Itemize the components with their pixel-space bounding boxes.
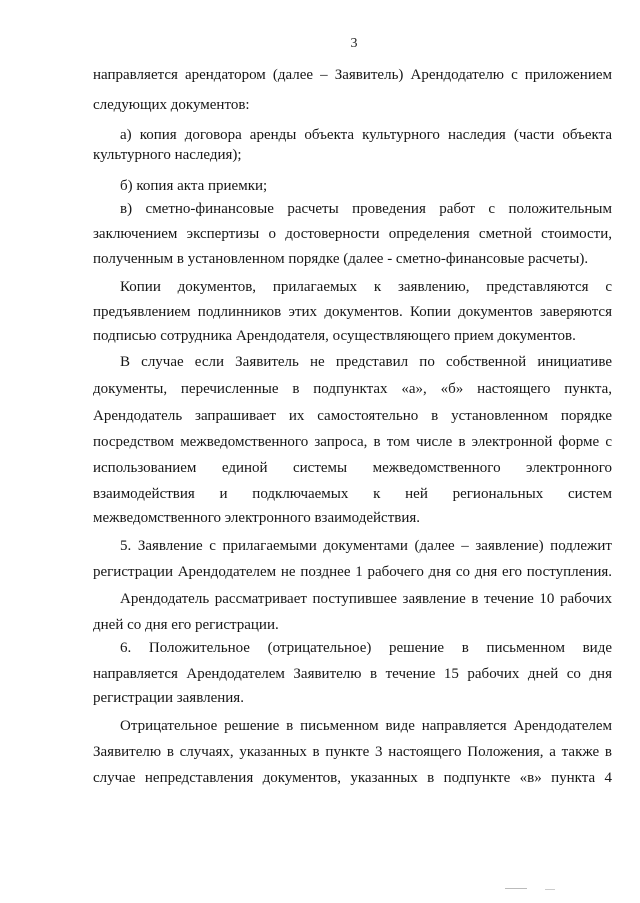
- scan-artifact: [505, 888, 527, 889]
- text-line: Арендодатель рассматривает поступившее заявление в течение 10 рабочих: [120, 591, 612, 607]
- text-line: регистрации Арендодателем не позднее 1 рабочего дня со дня его поступления.: [93, 564, 612, 580]
- text-line: использованием единой системы межведомственного электронного: [93, 460, 612, 476]
- text-line: Заявителю в случаях, указанных в пункте 3 настоящего Положения, а также в: [93, 744, 612, 760]
- text-line: дней со дня его регистрации.: [93, 617, 279, 633]
- text-line: посредством межведомственного запроса, в том числе в электронной форме с: [93, 434, 612, 450]
- text-line: заключением экспертизы о достоверности определения сметной стоимости,: [93, 226, 612, 242]
- text-line: подписью сотрудника Арендодателя, осуществляющего прием документов.: [93, 328, 576, 344]
- text-line: направляется арендатором (далее – Заявитель) Арендодателю с приложением: [93, 67, 612, 83]
- text-line: в) сметно-финансовые расчеты проведения работ с положительным: [120, 201, 612, 217]
- text-line: следующих документов:: [93, 97, 250, 113]
- text-line: случае непредставления документов, указанных в подпункте «в» пункта 4: [93, 770, 612, 786]
- text-line: регистрации заявления.: [93, 690, 244, 706]
- text-line: 5. Заявление с прилагаемыми документами (далее – заявление) подлежит: [120, 538, 612, 554]
- text-line: 6. Положительное (отрицательное) решение в письменном виде: [120, 640, 612, 656]
- page-number: 3: [350, 36, 358, 51]
- text-line: предъявлением подлинников этих документов. Копии документов заверяются: [93, 304, 612, 320]
- text-line: направляется Арендодателем Заявителю в течение 15 рабочих дней со дня: [93, 666, 612, 682]
- text-line: документы, перечисленные в подпунктах «а», «б» настоящего пункта,: [93, 381, 612, 397]
- text-line: Отрицательное решение в письменном виде направляется Арендодателем: [120, 718, 612, 734]
- text-line: культурного наследия);: [93, 147, 242, 163]
- text-line: взаимодействия и подключаемых к ней региональных систем: [93, 486, 612, 502]
- text-line: б) копия акта приемки;: [120, 178, 268, 194]
- text-line: В случае если Заявитель не представил по собственной инициативе: [120, 354, 612, 370]
- text-line: Арендодатель запрашивает их самостоятельно в установленном порядке: [93, 408, 612, 424]
- text-line: Копии документов, прилагаемых к заявлению, представляются с: [120, 279, 612, 295]
- text-line: а) копия договора аренды объекта культурного наследия (части объекта: [120, 127, 612, 143]
- text-line: полученным в установленном порядке (далее - сметно-финансовые расчеты).: [93, 251, 589, 267]
- text-line: межведомственного электронного взаимодействия.: [93, 510, 421, 526]
- scan-artifact: [545, 889, 555, 890]
